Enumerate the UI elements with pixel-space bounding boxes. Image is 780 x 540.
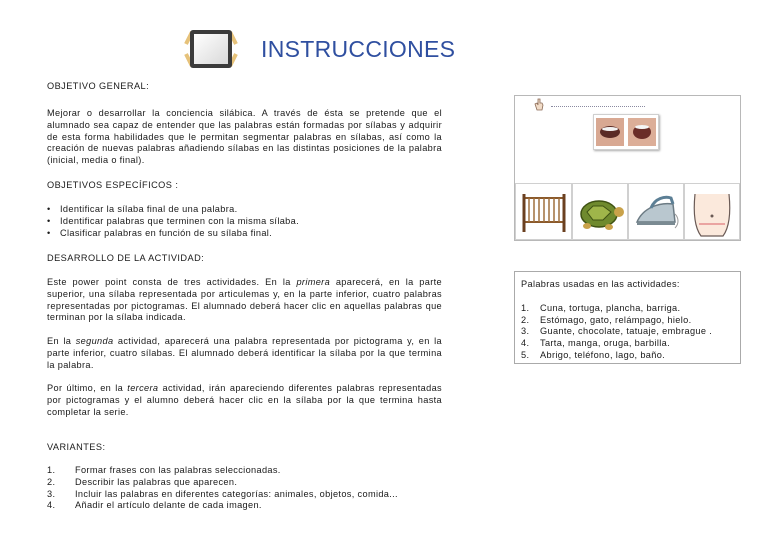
hand-pointer-icon <box>533 97 545 111</box>
objetivo-general-text: Mejorar o desarrollar la conciencia silábica. A través de ésta se pretende que el alumnado sea capaz de entender que las palabras están formadas por sílabas y adquirir de esta forma habilidades que le permitan segmentar palabras en sílabas, así como la creación de nuevas palabras añadiendo sílabas en las distintas posiciones de la palabra (inicial, media o final). <box>47 108 442 166</box>
iron-icon <box>629 184 683 239</box>
list-item: 5. Abrigo, teléfono, lago, baño. <box>521 349 666 360</box>
desarrollo-paragraph-3: Por último, en la tercera actividad, irán apareciendo diferentes palabras representadas por pictogramas y el alumno deberá hacer clic en la sílaba por la que termina hasta completar la serie. <box>47 383 442 417</box>
activity-preview <box>514 95 741 241</box>
palabras-box <box>514 271 741 364</box>
list-item: 3. Incluir las palabras en diferentes categorías: animales, objetos, comida... <box>47 488 398 499</box>
objetivos-especificos-list <box>47 204 447 239</box>
list-item: 2. Estómago, gato, relámpago, hielo. <box>521 314 692 325</box>
objetivo-general-heading: OBJETIVO GENERAL: <box>47 81 150 91</box>
list-item: • Identificar la sílaba final de una palabra. <box>47 204 447 216</box>
pictogram-row <box>515 183 740 240</box>
list-item: • Clasificar palabras en función de su sílaba final. <box>47 228 447 240</box>
preview-header-strip <box>551 103 645 107</box>
page-title: INSTRUCCIONES <box>261 36 456 62</box>
crib-pictogram <box>515 183 572 240</box>
crib-icon <box>516 184 571 239</box>
mouth-articulema-icon <box>594 115 658 149</box>
turtle-pictogram <box>572 183 628 240</box>
desarrollo-paragraph-2: En la segunda actividad, aparecerá una palabra representada por pictograma y, en la parte inferior, cuatro sílabas. El alumnado deberá identificar la sílaba por la que termina la palabra. <box>47 336 442 370</box>
palabras-heading: Palabras usadas en las actividades: <box>521 279 680 289</box>
turtle-icon <box>573 184 627 239</box>
list-item: • Identificar palabras que terminen con la misma sílaba. <box>47 216 447 228</box>
desarrollo-paragraph-1: Este power point consta de tres actividades. En la primera aparecerá, en la parte superior, una sílaba representada por articulemas y, en la parte inferior, cuatro palabras representadas por pictogramas. El alumnado deberá hacer clic en aquellas palabras que terminan por la sílaba indicada. <box>47 277 442 323</box>
desarrollo-heading: DESARROLLO DE LA ACTIVIDAD: <box>47 253 205 263</box>
belly-pictogram <box>684 183 740 240</box>
belly-icon <box>685 184 739 239</box>
list-item: 1. Cuna, tortuga, plancha, barriga. <box>521 302 681 313</box>
screen-icon <box>182 26 240 72</box>
palabras-list <box>521 303 734 362</box>
list-item: 4. Tarta, manga, oruga, barbilla. <box>521 338 671 349</box>
objetivos-especificos-heading: OBJETIVOS ESPECÍFICOS : <box>47 180 179 190</box>
variantes-heading: VARIANTES: <box>47 442 106 452</box>
articulema-panel <box>593 114 659 150</box>
list-item: 2. Describir las palabras que aparecen. <box>47 476 238 487</box>
list-item: 4. Añadir el artículo delante de cada imagen. <box>47 500 262 511</box>
variantes-list <box>47 465 447 512</box>
list-item: 3. Guante, chocolate, tatuaje, embrague . <box>521 326 713 337</box>
iron-pictogram <box>628 183 684 240</box>
list-item: 1. Formar frases con las palabras seleccionadas. <box>47 465 281 475</box>
